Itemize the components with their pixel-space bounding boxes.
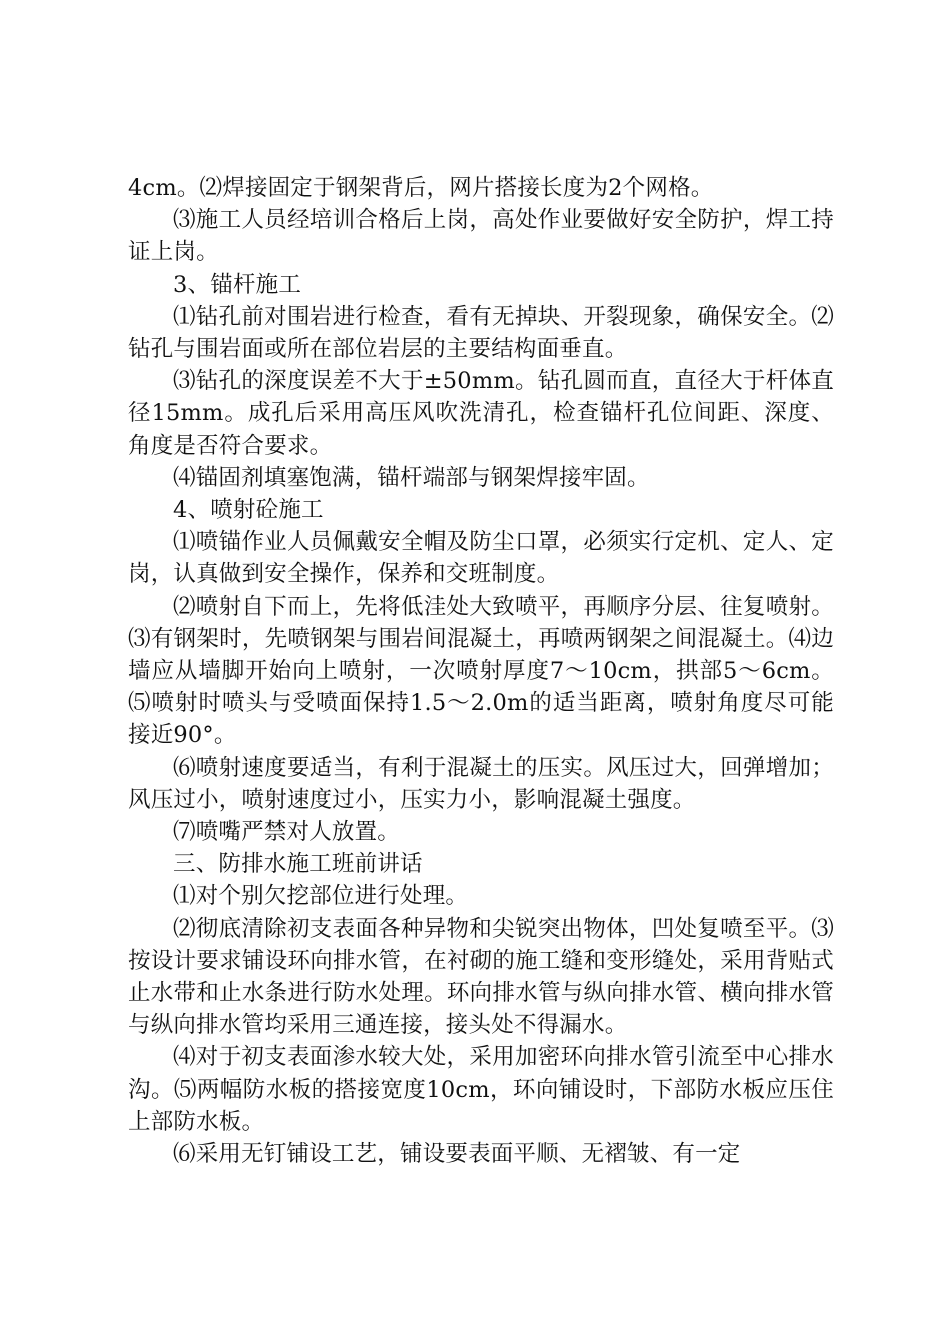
- paragraph-5: ⑷锚固剂填塞饱满，锚杆端部与钢架焊接牢固。: [173, 464, 650, 491]
- paragraph-6: ⑴喷锚作业人员佩戴安全帽及防尘口罩，必须实行定机、定人、定岗，认真做到安全操作，保养和交班制度。: [128, 529, 834, 588]
- paragraph-3: ⑴钻孔前对围岩进行检查，看有无掉块、开裂现象，确保安全。⑵钻孔与围岩面或所在部位岩层的主要结构面垂直。: [128, 303, 834, 363]
- paragraph-10: ⑴对个别欠挖部位进行处理。: [173, 883, 469, 910]
- paragraph-12: ⑷对于初支表面渗水较大处，采用加密环向排水管引流至中心排水沟。⑸两幅防水板的搭接宽度10cm，环向铺设时，下部防水板应压住上部防水板。: [128, 1044, 834, 1135]
- document-page: [128, 172, 834, 1170]
- paragraph-1: 4cm。⑵焊接固定于钢架背后，网片搭接长度为2个网格。: [128, 175, 714, 201]
- paragraph-9: ⑺喷嘴严禁对人放置。: [173, 819, 401, 846]
- paragraph-4: ⑶钻孔的深度误差不大于±50mm。钻孔圆而直，直径大于杆体直径15mm。成孔后采用高压风吹洗清孔，检查锚杆孔位间距、深度、角度是否符合要求。: [128, 368, 834, 459]
- section-heading-shotcrete-construction: 4、喷射砼施工: [173, 497, 324, 524]
- paragraph-11: ⑵彻底清除初支表面各种异物和尖锐突出物体，凹处复喷至平。⑶按设计要求铺设环向排水管，在衬砌的施工缝和变形缝处，采用背贴式止水带和止水条进行防水处理。环向排水管与纵向排水管、横向排水管与纵向排水管均采用三通连接，接头处不得漏水。: [128, 915, 834, 1039]
- paragraph-2: ⑶施工人员经培训合格后上岗，高处作业要做好安全防护，焊工持证上岗。: [128, 207, 834, 266]
- paragraph-13: ⑹采用无钉铺设工艺，铺设要表面平顺、无褶皱、有一定: [173, 1141, 741, 1168]
- section-heading-anchor-construction: 3、锚杆施工: [173, 271, 302, 298]
- paragraph-7: ⑵喷射自下而上，先将低洼处大致喷平，再顺序分层、往复喷射。⑶有钢架时，先喷钢架与围岩间混凝土，再喷两钢架之间混凝土。⑷边墙应从墙脚开始向上喷射，一次喷射厚度7～10cm，拱部5～6cm。⑸喷射时喷头与受喷面保持1.5～2.0m的适当距离，喷射角度尽可能接近90°。: [128, 593, 834, 749]
- paragraph-8: ⑹喷射速度要适当，有利于混凝土的压实。风压过大，回弹增加；风压过小，喷射速度过小，压实力小，影响混凝土强度。: [128, 754, 834, 813]
- section-heading-waterproofing-briefing: 三、防排水施工班前讲话: [173, 851, 423, 878]
